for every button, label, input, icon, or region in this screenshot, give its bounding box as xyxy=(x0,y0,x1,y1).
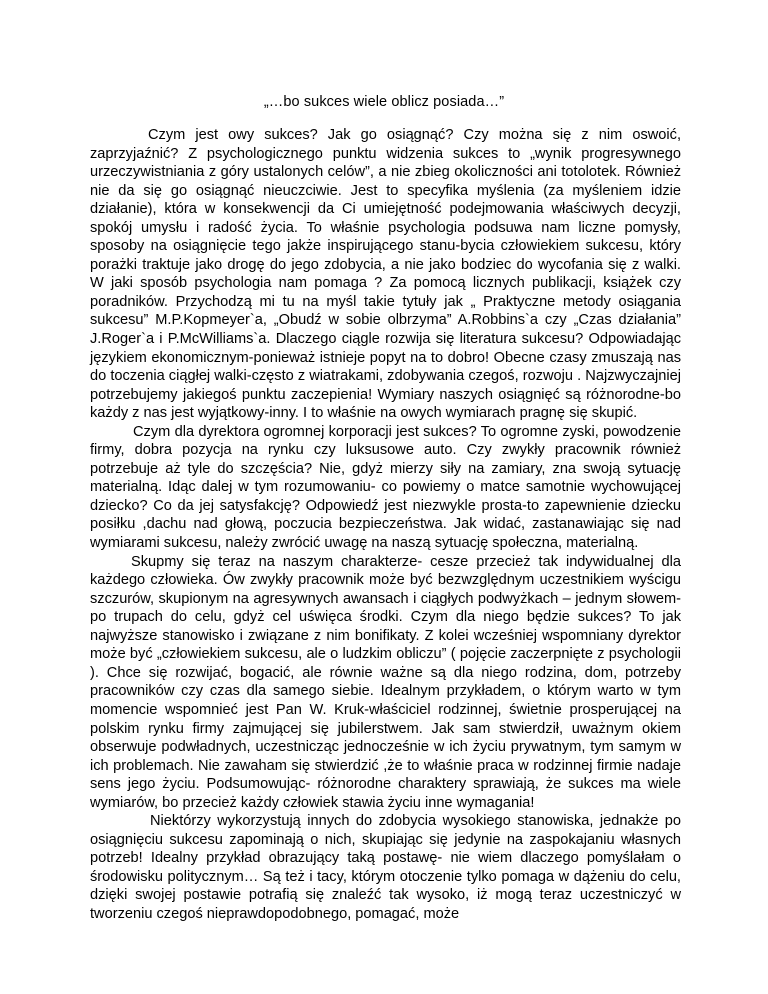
paragraph-3: Skupmy się teraz na naszym charakterze- cesze przecież tak indywidualnej dla każdego człowieka. Ów zwykły pracownik może być bezwzględnym uczestnikiem wyścigu szczurów, skupionym na agresywnych awansach i ciągłych podwyżkach – jednym słowem- po trupach do celu, gdyż cel uświęca środki. Czym dla niego będzie sukces? To jak najwyższe stanowisko i związane z nim bonifikaty. Z kolei wcześniej wspomniany dyrektor może być „człowiekiem sukcesu, ale o ludzkim obliczu” ( pojęcie zaczerpnięte z psychologii ). Chce się rozwijać, bogacić, ale równie ważne są dla niego rodzina, dom, potrzeby pracowników czy czas dla samego siebie. Idealnym przykładem, o którym warto w tym momencie wspomnieć jest Pan W. Kruk-właściciel rodzinnej, świetnie prosperującej na polskim rynku firmy zajmującej się jubilerstwem. Jak sam stwierdził, uważnym okiem obserwuje podwładnych, uczestnicząc jednocześnie w ich życiu prywatnym, tym samym w ich problemach. Nie zawaham się stwierdzić ,że to właśnie praca w rodzinnej firmie nadaje sens jego życiu. Podsumowując- różnorodne charaktery sprawiają, że sukces ma wiele wymiarów, bo przecież każdy człowiek stawia życiu inne wymagania! xyxy=(90,553,681,811)
paragraph-1: Czym jest owy sukces? Jak go osiągnąć? Czy można się z nim oswoić, zaprzyjaźnić? Z psychologicznego punktu widzenia sukces to „wynik progresywnego urzeczywistniania z góry ustalonych celów”, a nie zbieg okoliczności ani totolotek. Również nie da się go osiągnąć nieuczciwie. Jest to specyfika myślenia (za myśleniem idzie działanie), która w konsekwencji da Ci umiejętność podejmowania właściwych decyzji, spokój umysłu i radość życia. To właśnie psychologia podsuwa nam liczne pomysły, sposoby na osiągnięcie tego jakże inspirującego stanu-bycia człowiekiem sukcesu, który porażki traktuje jako drogę do jego zdobycia, a nie jako bodziec do wycofania się z walki. W jaki sposób psychologia nam pomaga ? Za pomocą licznych publikacji, książek czy poradników. Przychodzą mi tu na myśl takie tytuły jak „ Praktyczne metody osiągania sukcesu” M.P.Kopmeyer`a, „Obudź w sobie olbrzyma” A.Robbins`a czy „Czas działania” J.Roger`a i P.McWilliams`a. Dlaczego ciągle rozwija się literatura sukcesu? Odpowiadając językiem ekonomicznym-ponieważ istnieje popyt na to dobro! Obecne czasy zmuszają nas do toczenia ciągłej walki-często z wiatrakami, zdobywania czegoś, rozwoju . Najzwyczajniej potrzebujemy jakiegoś punktu zaczepienia! Wymiary naszych osiągnięć są różnorodne-bo każdy z nas jest wyjątkowy-inny. I to właśnie na owych wymiarach pragnę się skupić. xyxy=(90,127,681,422)
document-title: „…bo sukces wiele oblicz posiada…” xyxy=(263,94,505,110)
paragraph-2: Czym dla dyrektora ogromnej korporacji jest sukces? To ogromne zyski, powodzenie firmy, dobra pozycja na rynku czy luksusowe auto. Czy zwykły pracownik również potrzebuje aż tyle do szczęścia? Nie, gdyż mierzy siły na zamiary, zna swoją sytuację materialną. Idąc dalej w tym rozumowaniu- co powiemy o matce samotnie wychowującej dziecko? Co da jej satysfakcję? Odpowiedź jest niezwykle prosta-to zapewnienie dziecku posiłku ,dachu nad głową, poczucia bezpieczeństwa. Jak widać, zastanawiając się nad wymiarami sukcesu, należy zwrócić uwagę na naszą sytuację społeczna, materialną. xyxy=(90,423,681,552)
paragraph-4: Niektórzy wykorzystują innych do zdobycia wysokiego stanowiska, jednakże po osiągnięciu sukcesu zapominają o nich, skupiając się jedynie na zaspokajaniu własnych potrzeb! Idealny przykład obrazujący taką postawę- nie wiem dlaczego pomyślałam o środowisku politycznym… Są też i tacy, którym otoczenie tylko pomaga w dążeniu do celu, dzięki swojej postawie potrafią się znaleźć tak wysoko, iż mogą teraz uczestniczyć w tworzeniu czegoś nieprawdopodobnego, pomagać, może xyxy=(90,813,681,922)
document-body xyxy=(90,126,681,924)
